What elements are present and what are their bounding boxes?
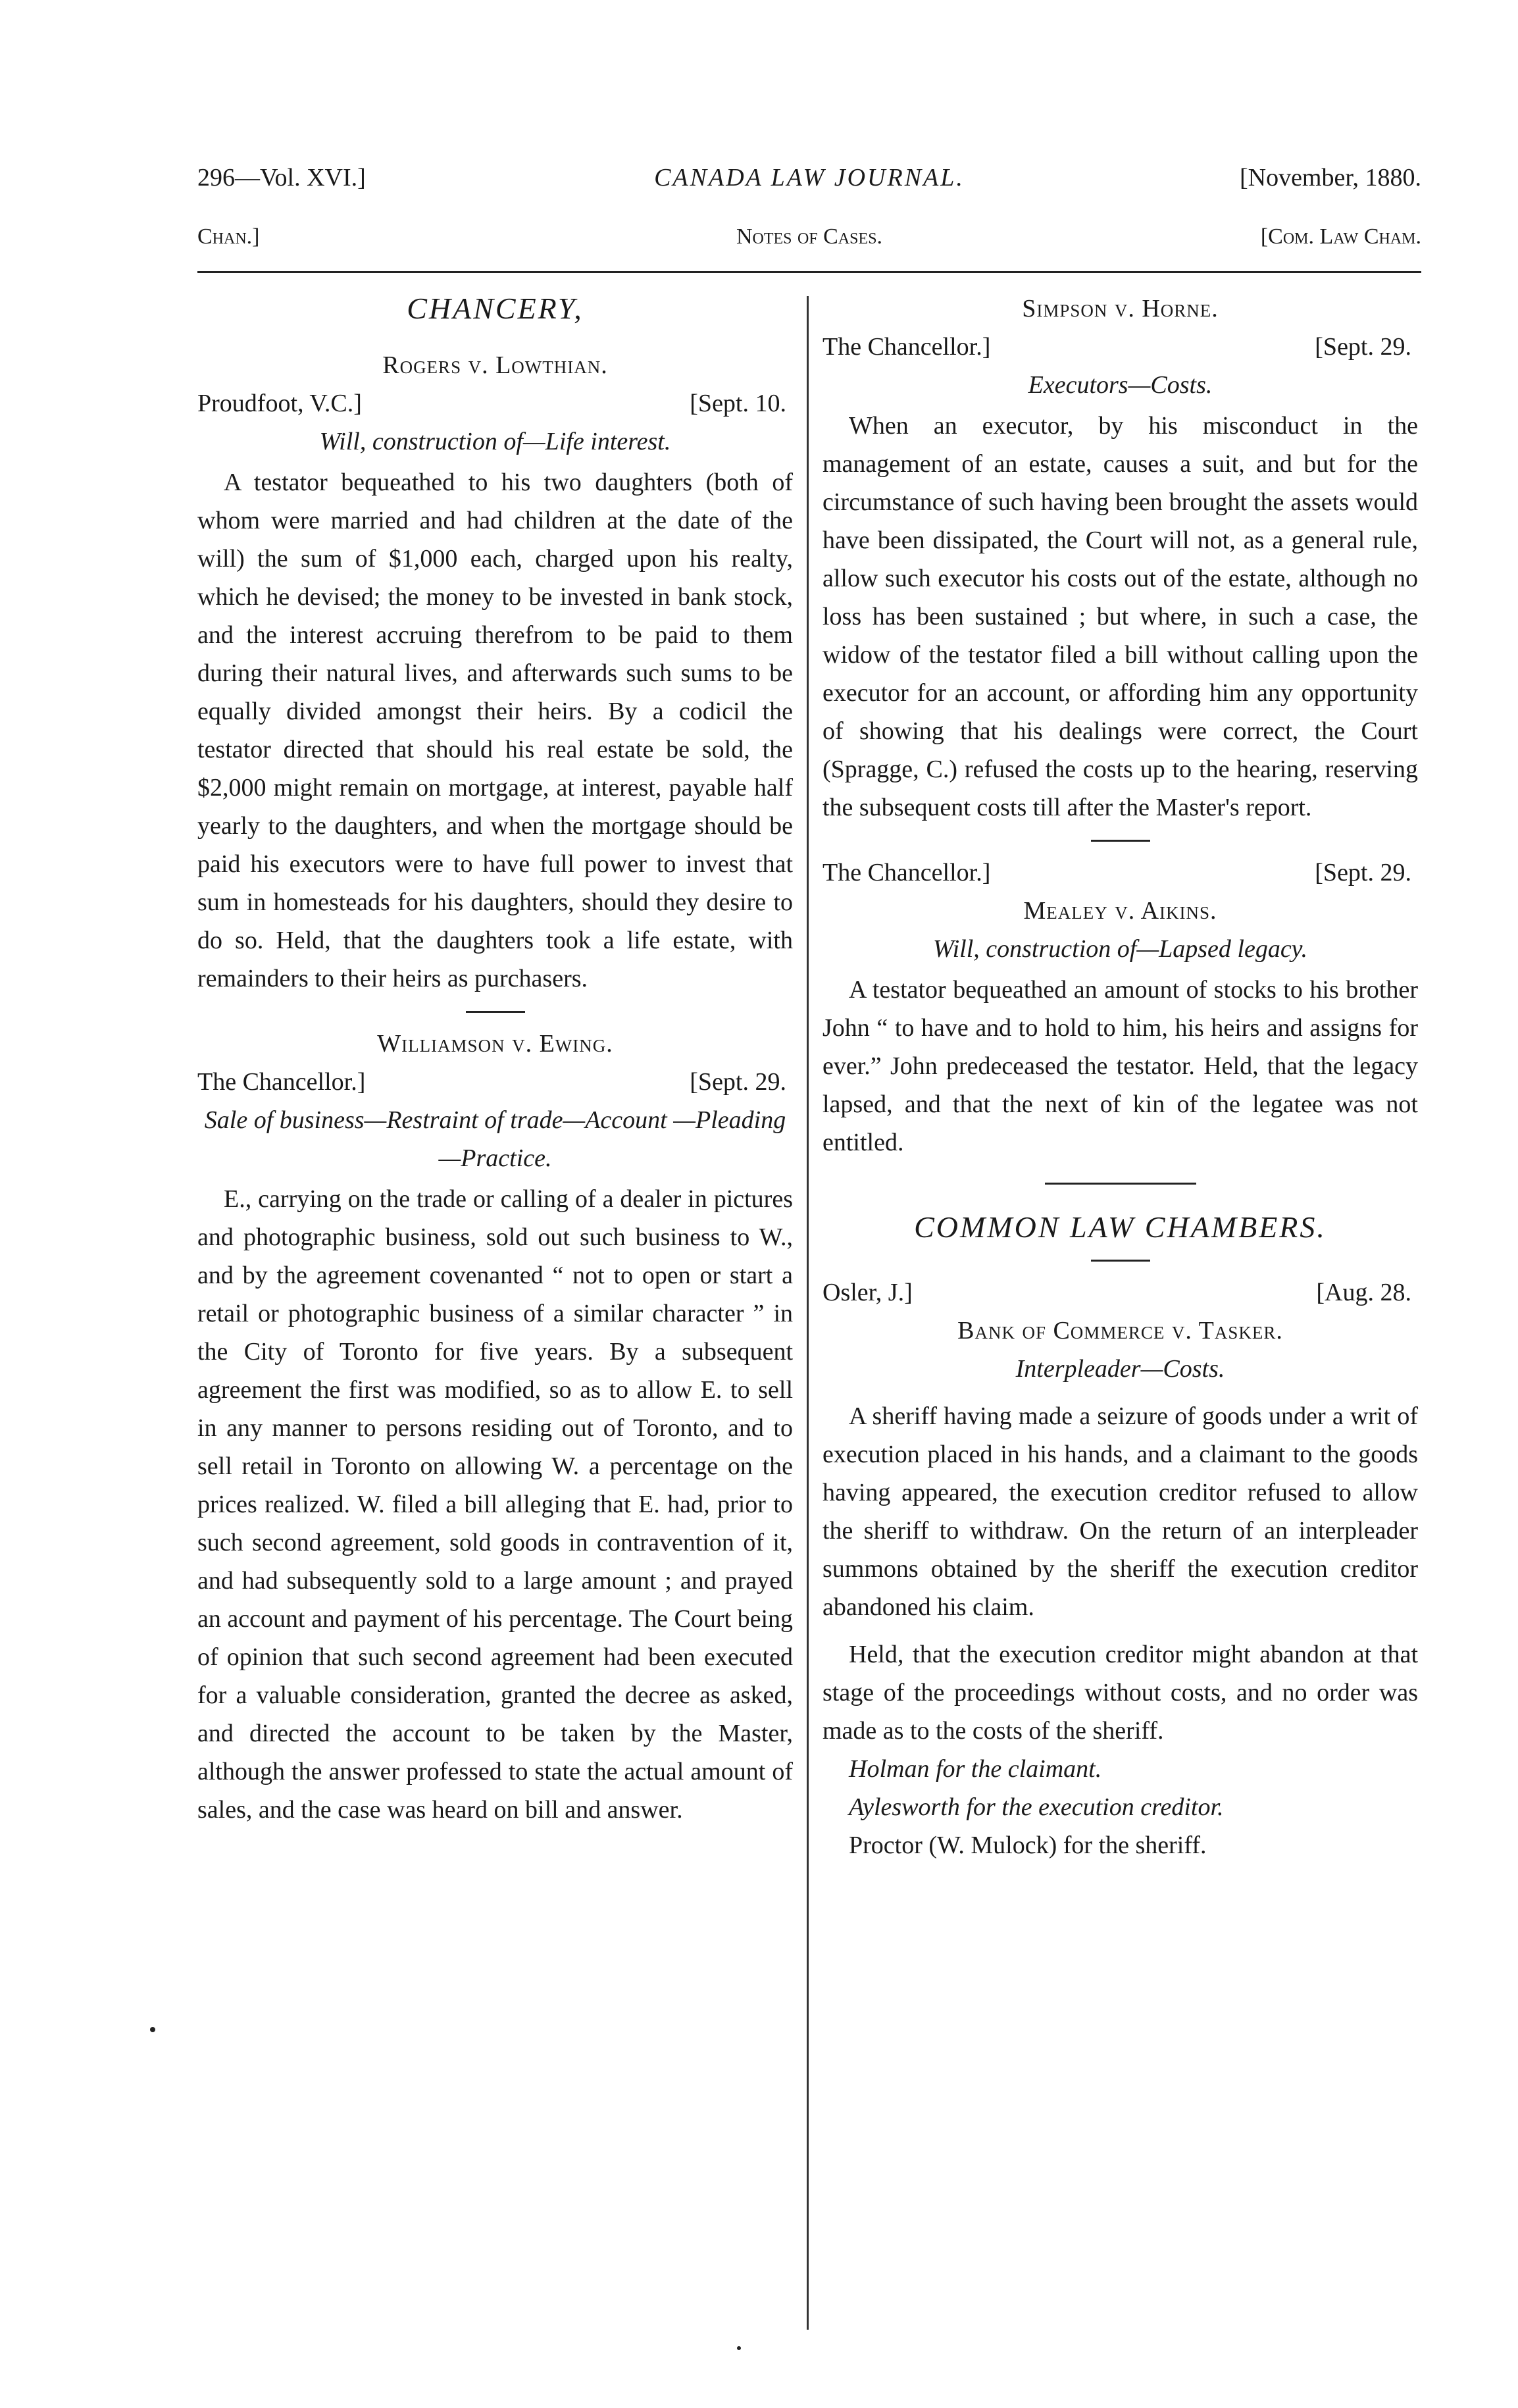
bullet-mark [150,2027,155,2032]
case-body: A sheriff having made a seizure of goods under a writ of execution placed in his hands, and a claimant to the goods having appeared, the execution creditor refused to allow the sheriff to withdraw. On the return of an interpleader summons obtained by the sheriff the execution creditor abandoned his claim. [822,1402,1418,1621]
page-volume: 296—Vol. XVI.] [197,164,366,192]
journal-title: CANADA LAW JOURNAL. [654,164,965,192]
case-date: [Sept. 29. [1315,333,1411,361]
judge: The Chancellor.] [822,859,991,886]
case-date: [Sept. 29. [690,1068,786,1096]
case-date: [Sept. 29. [1315,859,1411,886]
case-date: [Aug. 28. [1316,1279,1411,1306]
running-head [197,158,1421,197]
case-body: E., carrying on the trade or calling of a dealer in pictures and photographic business, sold out such business to W., and by the agreement covenanted “ not to open or start a retail or photographic business of a similar character ” in the City of Toronto for five years. By a subsequent agreement the first was modified, so as to allow E. to sell in any manner to persons residing out of Toronto, and to sell retail in Toronto on allowing W. a percentage on the prices realized. W. filed a bill alleging that E. had, prior to such second agreement, sold goods in contravention of it, and had subsequently sold to a large amount ; and prayed an account and payment of his percentage. The Court being of opinion that such second agreement had been executed for a valuable consideration, granted the decree as asked, and directed the account to be taken by the Master, although the answer professed to state the actual amount of sales, and the case was heard on bill and answer. [197,1185,793,1824]
case-separator [1091,840,1150,842]
case-separator [466,1011,525,1013]
court-line [822,328,1418,366]
case-title: Williamson v. Ewing. [377,1030,613,1058]
case-title: Simpson v. Horne. [1022,295,1219,322]
case-holding: Held, that the execution creditor might abandon at that stage of the proceedings without costs, and no order was made as to the costs of the sheriff. [822,1641,1418,1745]
judge: The Chancellor.] [822,333,991,361]
counsel-line: Holman for the claimant. [849,1755,1102,1783]
headnote: Executors—Costs. [1028,371,1213,399]
left-column [197,290,793,1829]
subheader-right: [Com. Law Cham. [1260,224,1421,249]
column-divider [807,296,809,2330]
court-line [197,1063,793,1101]
case-title: Rogers v. Lowthian. [382,351,608,379]
chancery-heading: CHANCERY, [407,292,584,325]
headnote: Sale of business—Restraint of trade—Account —Pleading—Practice. [204,1106,786,1172]
header-rule [197,271,1421,273]
judge: Osler, J.] [822,1279,913,1306]
court-line [822,1273,1418,1312]
counsel-line: Aylesworth for the execution creditor. [849,1793,1224,1821]
case-date: [Sept. 10. [690,390,786,417]
judge: The Chancellor.] [197,1068,366,1096]
headnote: Will, construction of—Lapsed legacy. [933,935,1307,963]
counsel-line: Proctor (W. Mulock) for the sheriff. [849,1832,1207,1859]
case-body: A testator bequeathed an amount of stocks to his brother John “ to have and to hold to him, his heirs and assigns for ever.” John predeceased the testator. Held, that the legacy lapsed, and that the next of kin of the legatee was not entitled. [822,976,1418,1156]
issue-date: [November, 1880. [1239,164,1421,192]
court-line [822,854,1418,892]
judge: Proudfoot, V.C.] [197,390,362,417]
subheader-center: Notes of Cases. [736,224,883,249]
case-title: Bank of Commerce v. Tasker. [957,1317,1283,1345]
headnote: Interpleader—Costs. [1015,1355,1225,1383]
court-line [197,384,793,423]
heading-rule [1091,1260,1150,1262]
section-subheader [197,217,1421,257]
right-column [822,290,1418,1864]
common-law-chambers-heading: COMMON LAW CHAMBERS. [914,1210,1327,1244]
page-dot [737,2346,741,2350]
subheader-left: Chan.] [197,224,260,249]
headnote: Will, construction of—Life interest. [319,428,671,455]
section-separator [1045,1183,1196,1185]
case-body: When an executor, by his misconduct in the management of an estate, causes a suit, and but for the circumstance of such having been brought the assets would have been dissipated, the Court will not, as a general rule, allow such executor his costs out of the estate, although no loss has been sustained ; but where, in such a case, the widow of the testator filed a bill without calling upon the executor for an account, or affording him any opportunity of showing that his dealings were correct, the Court (Spragge, C.) refused the costs up to the hearing, reserving the subsequent costs till after the Master's report. [822,412,1418,821]
case-title: Mealey v. Aikins. [1023,897,1217,925]
case-body: A testator bequeathed to his two daughters (both of whom were married and had children at the date of the will) the sum of $1,000 each, charged upon his realty, which he devised; the money to be invested in bank stock, and the interest accruing therefrom to be paid to them during their natural lives, and afterwards such sums to be equally divided amongst their heirs. By a codicil the testator directed that should his real estate be sold, the $2,000 might remain on mortgage, at interest, payable half yearly to the daughters, and when the mortgage should be paid his executors were to have full power to invest that sum in homesteads for his daughters, should they desire to do so. Held, that the daughters took a life estate, with remainders to their heirs as purchasers. [197,469,793,992]
